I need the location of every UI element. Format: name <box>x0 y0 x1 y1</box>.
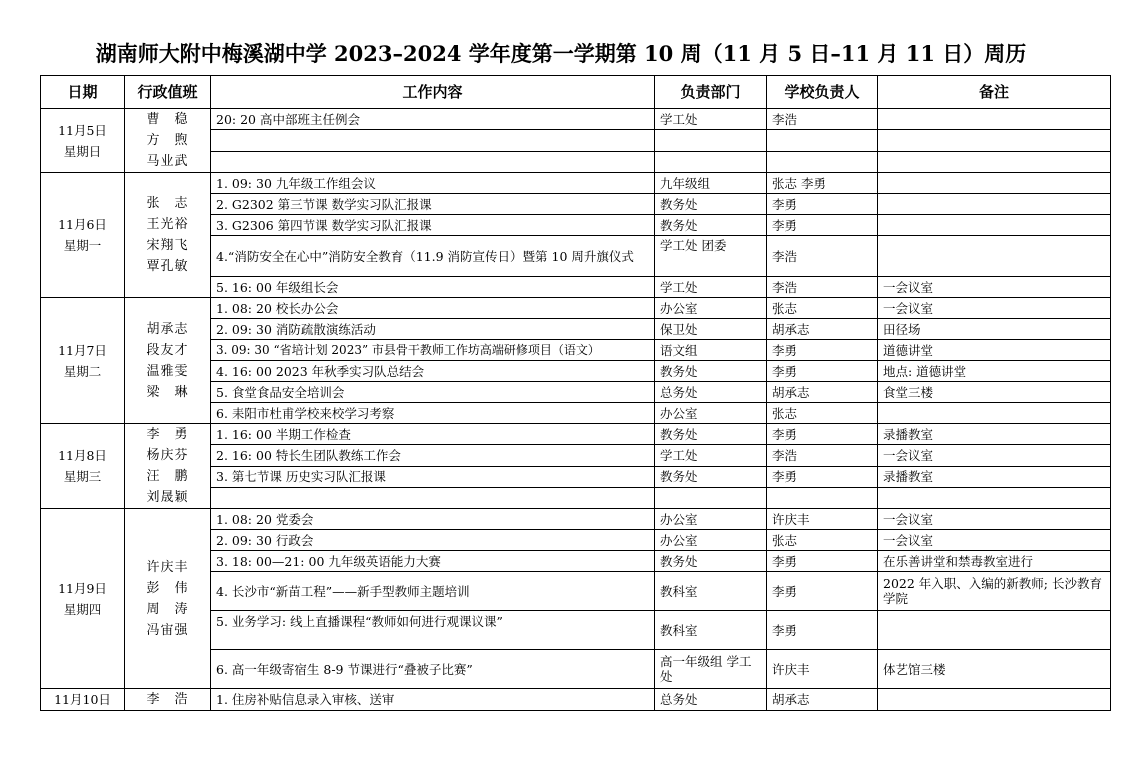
note-cell <box>878 173 1111 194</box>
content-cell: 4. 长沙市“新苗工程”——新手型教师主题培训 <box>211 572 655 611</box>
leader-cell: 许庆丰 <box>767 509 878 530</box>
table-row <box>41 298 1111 319</box>
note-cell <box>878 236 1111 277</box>
dept-cell: 保卫处 <box>655 319 767 340</box>
dept-cell: 办公室 <box>655 530 767 551</box>
dept-cell: 学工处 <box>655 445 767 466</box>
content-cell: 1. 住房补贴信息录入审核、送审 <box>211 689 655 711</box>
dept-cell: 办公室 <box>655 298 767 319</box>
duty-cell: 曹 稳 方 煦 马业武 <box>125 109 211 173</box>
note-cell: 田径场 <box>878 319 1111 340</box>
content-cell: 2. 09: 30 行政会 <box>211 530 655 551</box>
header-duty: 行政值班 <box>125 76 211 109</box>
content-cell: 1. 09: 30 九年级工作组会议 <box>211 173 655 194</box>
note-cell <box>878 109 1111 130</box>
dept-cell: 学工处 <box>655 109 767 130</box>
content-cell: 6. 高一年级寄宿生 8-9 节课进行“叠被子比赛” <box>211 650 655 689</box>
duty-cell: 李 勇 杨庆芬 汪 鹏 刘晟颖 <box>125 424 211 509</box>
note-cell: 录播教室 <box>878 424 1111 445</box>
leader-cell: 李勇 <box>767 551 878 572</box>
table-row <box>41 424 1111 445</box>
leader-cell: 李勇 <box>767 572 878 611</box>
dept-cell <box>655 487 767 508</box>
dept-cell: 总务处 <box>655 382 767 403</box>
page-title: 湖南师大附中梅溪湖中学 2023–2024 学年度第一学期第 10 周（11 月 5 日–11 月 11 日）周历 <box>95 41 1027 66</box>
content-cell: 20: 20 高中部班主任例会 <box>211 109 655 130</box>
leader-cell: 李浩 <box>767 236 878 277</box>
note-cell <box>878 151 1111 172</box>
leader-cell: 许庆丰 <box>767 650 878 689</box>
note-cell <box>878 487 1111 508</box>
note-cell: 一会议室 <box>878 298 1111 319</box>
leader-cell <box>767 130 878 151</box>
content-cell: 3. G2306 第四节课 数学实习队汇报课 <box>211 215 655 236</box>
duty-cell: 李 浩 <box>125 689 211 711</box>
note-cell <box>878 130 1111 151</box>
note-cell <box>878 611 1111 650</box>
dept-cell: 办公室 <box>655 509 767 530</box>
note-cell: 2022 年入职、入编的新教师; 长沙教育学院 <box>878 572 1111 611</box>
dept-cell: 教务处 <box>655 361 767 382</box>
leader-cell: 李浩 <box>767 445 878 466</box>
date-cell: 11月8日 星期三 <box>41 424 125 509</box>
content-cell: 5. 业务学习: 线上直播课程“教师如何进行观课议课” <box>211 611 655 650</box>
dept-cell: 教务处 <box>655 194 767 215</box>
note-cell <box>878 215 1111 236</box>
dept-cell: 教务处 <box>655 466 767 487</box>
leader-cell: 李勇 <box>767 361 878 382</box>
note-cell <box>878 403 1111 424</box>
leader-cell: 李勇 <box>767 194 878 215</box>
note-cell <box>878 194 1111 215</box>
table-row <box>41 689 1111 711</box>
table-row <box>41 109 1111 130</box>
table-row <box>41 509 1111 530</box>
date-cell: 11月9日 星期四 <box>41 509 125 689</box>
leader-cell <box>767 487 878 508</box>
dept-cell: 教科室 <box>655 611 767 650</box>
table-row <box>41 173 1111 194</box>
leader-cell: 李勇 <box>767 215 878 236</box>
content-cell: 4. 16: 00 2023 年秋季实习队总结会 <box>211 361 655 382</box>
leader-cell: 张志 <box>767 530 878 551</box>
leader-cell: 李勇 <box>767 466 878 487</box>
content-cell: 5. 食堂食品安全培训会 <box>211 382 655 403</box>
leader-cell: 胡承志 <box>767 382 878 403</box>
dept-cell: 教务处 <box>655 424 767 445</box>
dept-cell: 高一年级组 学工处 <box>655 650 767 689</box>
content-cell: 3. 18: 00—21: 00 九年级英语能力大赛 <box>211 551 655 572</box>
dept-cell: 教务处 <box>655 215 767 236</box>
note-cell: 一会议室 <box>878 530 1111 551</box>
leader-cell: 胡承志 <box>767 689 878 711</box>
dept-cell <box>655 130 767 151</box>
content-cell: 5. 16: 00 年级组长会 <box>211 277 655 298</box>
note-cell: 录播教室 <box>878 466 1111 487</box>
dept-cell: 总务处 <box>655 689 767 711</box>
content-cell: 1. 08: 20 党委会 <box>211 509 655 530</box>
dept-cell: 教科室 <box>655 572 767 611</box>
note-cell: 食堂三楼 <box>878 382 1111 403</box>
content-cell: 1. 08: 20 校长办公会 <box>211 298 655 319</box>
content-cell: 2. G2302 第三节课 数学实习队汇报课 <box>211 194 655 215</box>
content-cell: 3. 第七节课 历史实习队汇报课 <box>211 466 655 487</box>
leader-cell: 张志 <box>767 298 878 319</box>
note-cell: 在乐善讲堂和禁毒教室进行 <box>878 551 1111 572</box>
leader-cell: 胡承志 <box>767 319 878 340</box>
content-cell <box>211 487 655 508</box>
note-cell: 一会议室 <box>878 445 1111 466</box>
leader-cell: 张志 <box>767 403 878 424</box>
leader-cell: 李勇 <box>767 424 878 445</box>
duty-cell: 胡承志 段友才 温雅雯 梁 琳 <box>125 298 211 424</box>
leader-cell: 李勇 <box>767 611 878 650</box>
dept-cell: 学工处 团委 <box>655 236 767 277</box>
note-cell: 一会议室 <box>878 277 1111 298</box>
content-cell: 1. 16: 00 半期工作检查 <box>211 424 655 445</box>
weekly-schedule-table <box>40 75 1111 711</box>
date-cell: 11月6日 星期一 <box>41 173 125 298</box>
date-cell: 11月7日 星期二 <box>41 298 125 424</box>
content-cell: 4.“消防安全在心中”消防安全教育（11.9 消防宣传日）暨第 10 周升旗仪式 <box>211 236 655 277</box>
dept-cell: 语文组 <box>655 340 767 361</box>
dept-cell <box>655 151 767 172</box>
header-date: 日期 <box>41 76 125 109</box>
header-content: 工作内容 <box>211 76 655 109</box>
dept-cell: 办公室 <box>655 403 767 424</box>
duty-cell: 许庆丰 彭 伟 周 涛 冯宙强 <box>125 509 211 689</box>
leader-cell <box>767 151 878 172</box>
date-cell: 11月10日 <box>41 689 125 711</box>
date-cell: 11月5日 星期日 <box>41 109 125 173</box>
leader-cell: 李浩 <box>767 277 878 298</box>
table-header-row <box>41 76 1111 109</box>
dept-cell: 学工处 <box>655 277 767 298</box>
note-cell <box>878 689 1111 711</box>
note-cell: 道德讲堂 <box>878 340 1111 361</box>
header-dept: 负责部门 <box>655 76 767 109</box>
content-cell: 3. 09: 30 “省培计划 2023” 市县骨干教师工作坊高端研修项目（语文） <box>211 340 655 361</box>
duty-cell: 张 志 王光裕 宋翔飞 覃孔敏 <box>125 173 211 298</box>
note-cell: 体艺馆三楼 <box>878 650 1111 689</box>
note-cell: 地点: 道德讲堂 <box>878 361 1111 382</box>
leader-cell: 李浩 <box>767 109 878 130</box>
content-cell: 2. 16: 00 特长生团队教练工作会 <box>211 445 655 466</box>
content-cell <box>211 130 655 151</box>
header-leader: 学校负责人 <box>767 76 878 109</box>
dept-cell: 九年级组 <box>655 173 767 194</box>
content-cell: 2. 09: 30 消防疏散演练活动 <box>211 319 655 340</box>
header-note: 备注 <box>878 76 1111 109</box>
leader-cell: 李勇 <box>767 340 878 361</box>
dept-cell: 教务处 <box>655 551 767 572</box>
content-cell: 6. 耒阳市杜甫学校来校学习考察 <box>211 403 655 424</box>
leader-cell: 张志 李勇 <box>767 173 878 194</box>
note-cell: 一会议室 <box>878 509 1111 530</box>
content-cell <box>211 151 655 172</box>
